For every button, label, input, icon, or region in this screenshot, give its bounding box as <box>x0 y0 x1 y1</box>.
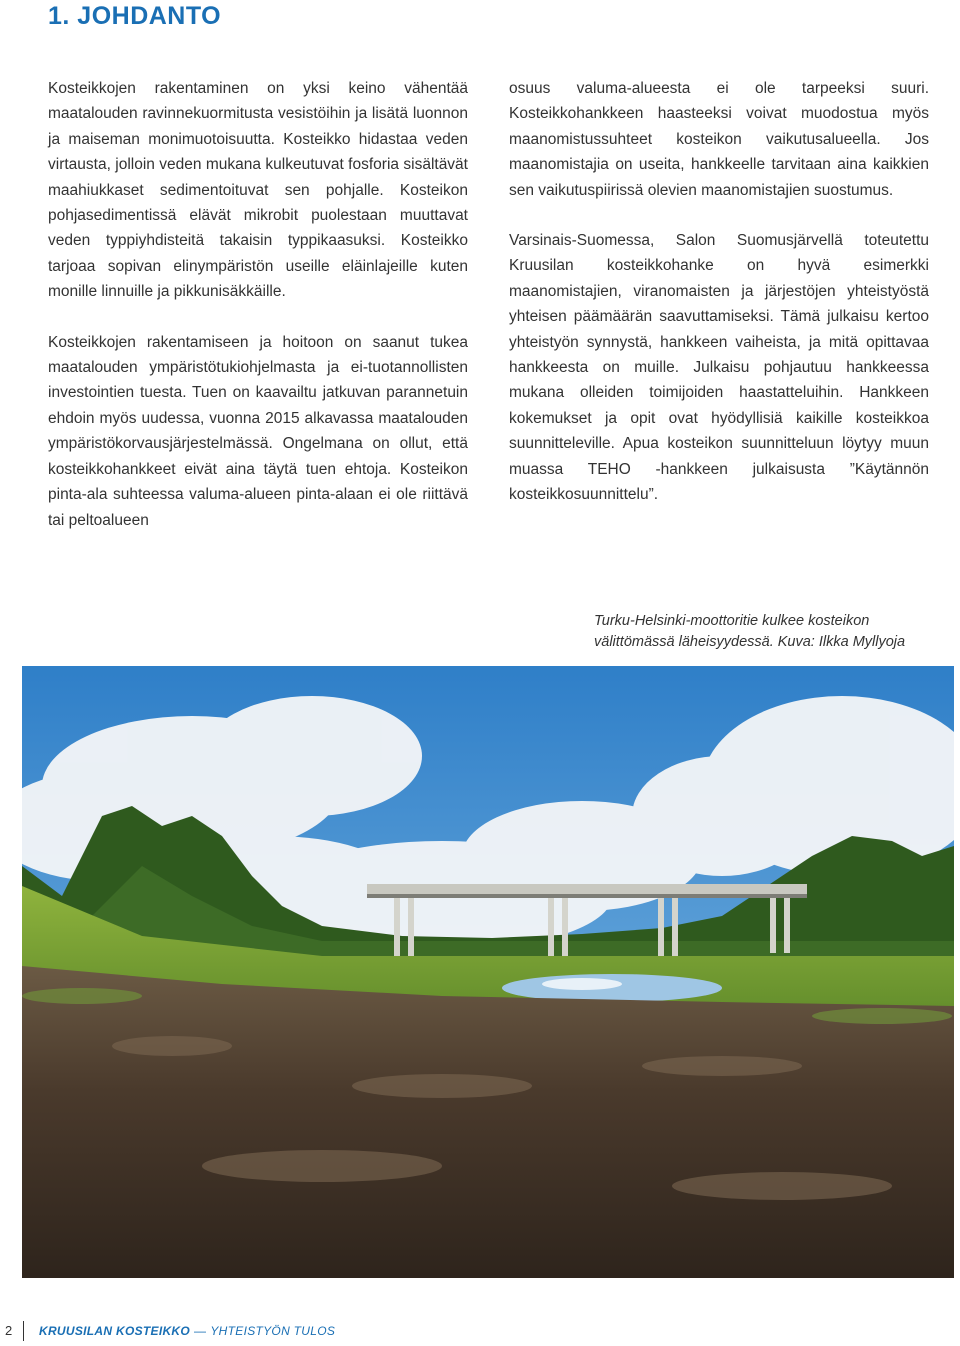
publication-title: KRUUSILAN KOSTEIKKO <box>39 1324 191 1338</box>
page-title: 1. JOHDANTO <box>48 2 222 30</box>
footer-title <box>39 1324 335 1338</box>
page-number: 2 <box>5 1323 13 1338</box>
landscape-photo <box>22 666 954 1278</box>
left-column <box>48 76 468 558</box>
footer-divider <box>23 1321 24 1341</box>
publication-subtitle: YHTEISTYÖN TULOS <box>210 1324 336 1338</box>
paragraph: Varsinais-Suomessa, Salon Suomusjärvellä toteutettu Kruusilan kosteikkohanke on hyvä esimerkki maanomistajien, viranomaisten ja järjestöjen yhteistyöstä yhteisen päämäärän saavuttamiseksi. Tämä julkaisu kertoo yhteistyön synnystä, hankkeen vaiheista, ja mitä opittavaa hankkeesta on muille. Julkaisu pohjautuu hankkeessa mukana olleiden toimijoiden haastatteluihin. Hankkeen kokemukset ja opit ovat hyödyllisiä kaikille kosteikkoa suunnitteleville. Apua kosteikon suunnitteluun löytyy muun muassa TEHO -hankkeen julkaisusta ”Käytännön kosteikkosuunnittelu”. <box>509 232 929 504</box>
footer-separator: — <box>194 1324 207 1338</box>
photo-caption: Turku-Helsinki-moottoritie kulkee kosteikon välittömässä läheisyydessä. Kuva: Ilkka Myllyoja <box>594 613 906 650</box>
paragraph: Kosteikkojen rakentamiseen ja hoitoon on saanut tukea maatalouden ympäristötukiohjelmasta ja ei-tuotannollisten investointien tuesta. Tuen on kaavailtu jatkuvan parannetuin ehdoin myös uudessa, vuonna 2015 alkavassa maatalouden ympäristökorvausjärjestelmässä. Ongelmana on ollut, että kosteikkohankkeet eivät aina täytä tuen ehtoja. Kosteikon pinta-ala suhteessa valuma-alueen pinta-alaan ei ole riittävä tai peltoalueen <box>48 333 468 529</box>
right-column <box>509 76 929 533</box>
paragraph: Kosteikkojen rakentaminen on yksi keino vähentää maatalouden ravinnekuormitusta vesistöihin ja lisätä luonnon ja maiseman monimuotoisuutta. Kosteikko hidastaa veden virtausta, jolloin veden mukana kulkeutuvat fosforia sisältävät maahiukkaset sedimentoituvat sen pohjalle. Kosteikon pohjasedimentissä elävät mikrobit puolestaan muuttavat veden typpiyhdisteitä takaisin typpikaasuksi. Kosteikko tarjoaa sopivan elinympäristön useille eläinlajeille kuten monille linnuille ja pikkunisäkkäille. <box>48 80 468 301</box>
paragraph: osuus valuma-alueesta ei ole tarpeeksi suuri. Kosteikkohankkeen haasteeksi voivat muodostua myös maanomistussuhteet kosteikon vaikutusalueella. Jos maanomistajia on useita, hankkeelle tarvitaan aina kaikkien sen vaikutuspiirissä olevien maanomistajien suostumus. <box>509 80 929 199</box>
